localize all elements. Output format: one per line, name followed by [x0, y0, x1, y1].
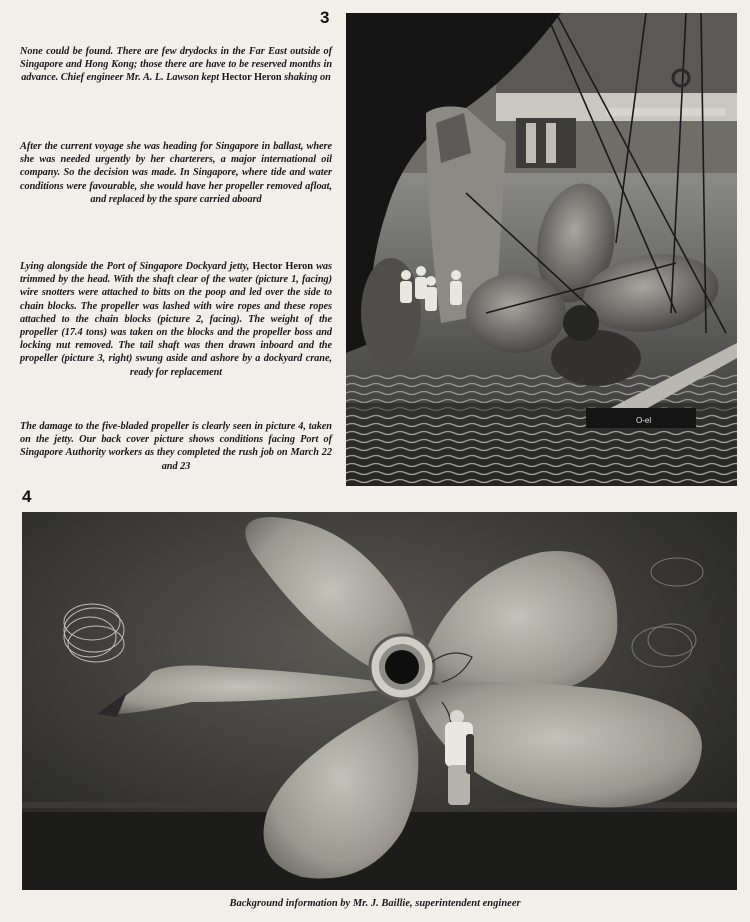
- photo-damaged-propeller: [22, 512, 737, 890]
- page-number-3: 3: [320, 8, 330, 27]
- ship-name: Hector Heron: [221, 72, 282, 84]
- paragraph-text: Lying alongside the Port of Singapore Dockyard jetty,: [20, 261, 253, 272]
- paragraph-text: was trimmed by the head. With the shaft clear of the water (picture 1, facing) wire snotters were attached to bitts on the poop and led over the side to chain blocks. The propeller was lashed with wire ropes and these ropes attached to the chain blocks (picture 2, facing). The weight of the propeller (17.4 tons) was taken on the blocks and the propeller boss and locking nut removed. The tail shaft was then drawn inboard and the propeller (picture 3, right) swung aside and ashore by a dockyard crane, ready for replacement: [20, 261, 332, 378]
- paragraph-voyage: After the current voyage she was heading for Singapore in ballast, where she was needed urgently by her charterers, a major international oil company. So the decision was made. In Singapore, where tide and water conditions were favourable, she would have her propeller removed afloat, and replaced by the spare carried aboard: [20, 141, 332, 205]
- paragraph-damage: The damage to the five-bladed propeller is clearly seen in picture 4, taken on the jetty. Our back cover picture shows conditions facing Port of Singapore Authority workers as they completed the rush job on March 22 and 23: [20, 421, 332, 472]
- paragraph-text: shaking on: [281, 72, 331, 84]
- page-number-4: 4: [22, 487, 32, 506]
- ship-name: Hector Heron: [252, 261, 313, 272]
- paragraph-dockyard: [20, 260, 332, 379]
- paragraph-drydocks: [20, 45, 332, 85]
- paragraph-text: None could be found. There are few drydocks in the Far East outside of Singapore and Hong Kong; those there are have to be reserved months in advance. Chief engineer Mr. A. L. Lawson kept: [20, 46, 332, 84]
- photo-propeller-removal-image: [346, 13, 737, 486]
- worker-figure: [445, 710, 474, 805]
- hull-marking: O-el: [636, 416, 652, 425]
- photo-propeller-removal: [346, 13, 737, 486]
- photo-credit-caption: Background information by Mr. J. Baillie, superintendent engineer: [229, 898, 521, 909]
- photo-damaged-propeller-image: [22, 512, 737, 890]
